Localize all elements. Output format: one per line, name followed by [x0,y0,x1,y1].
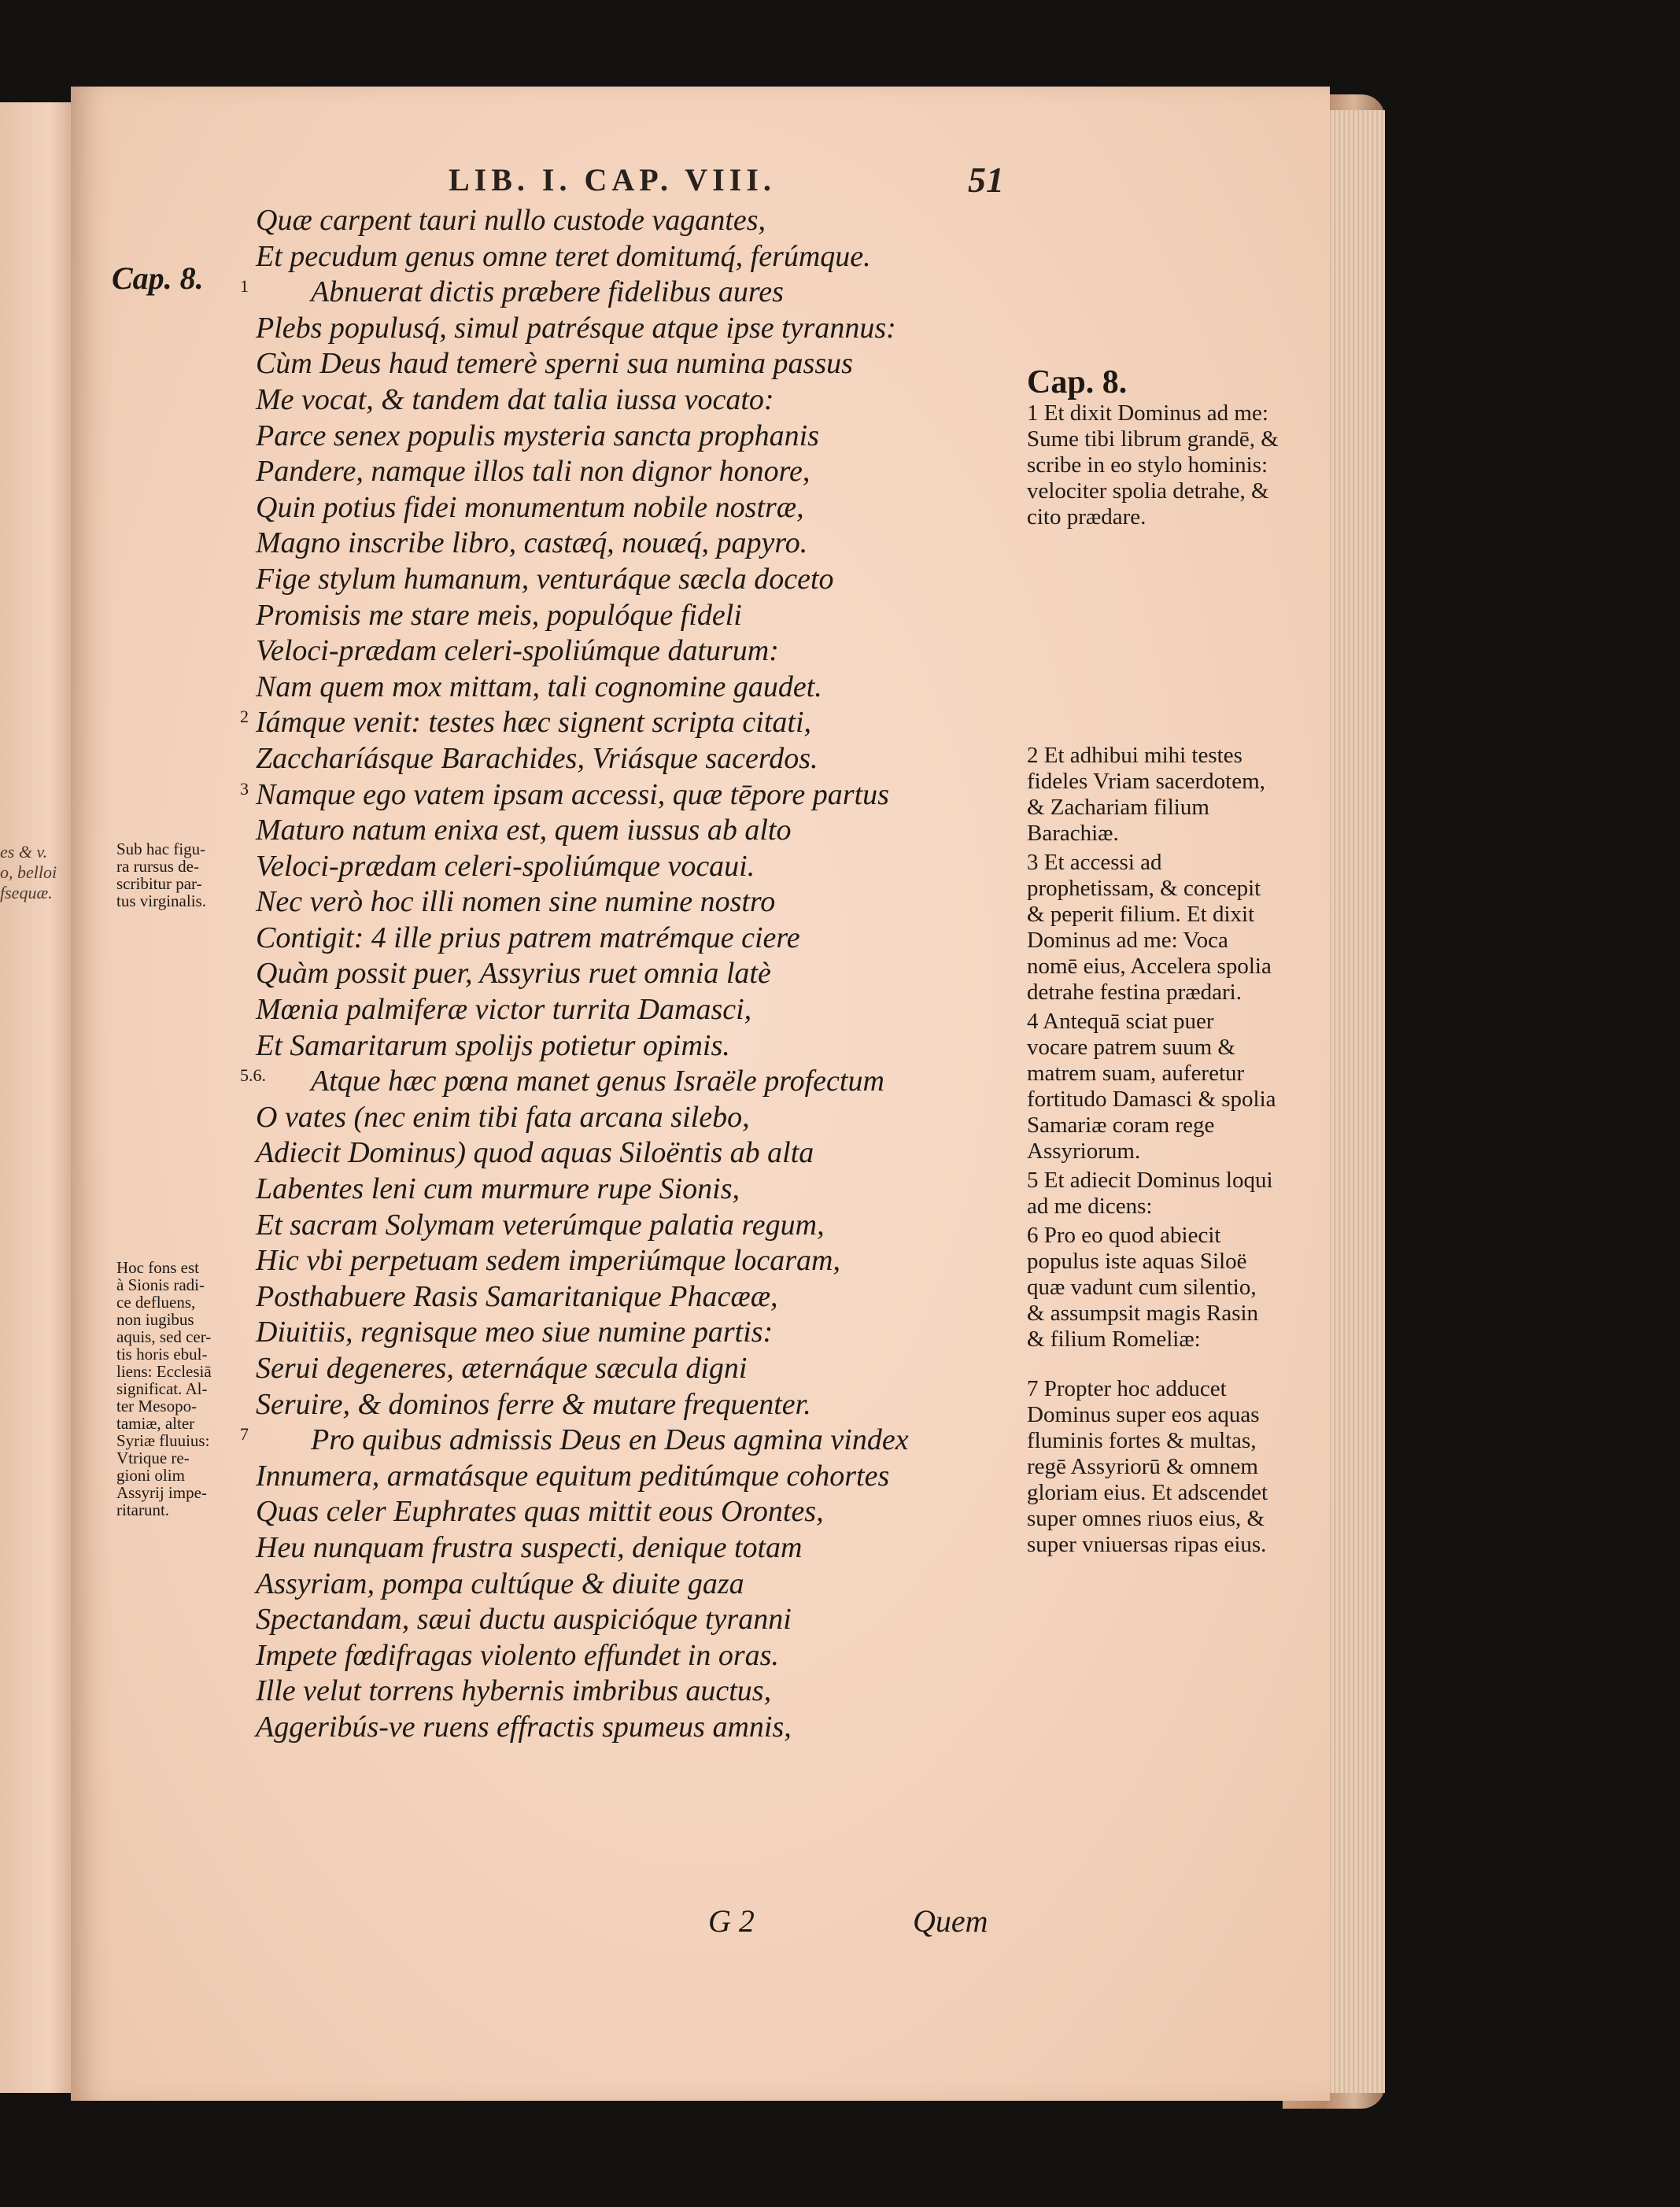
left-page-sliver [0,102,71,2093]
poem-line [240,705,1121,741]
poem-line [256,1351,1121,1387]
left-chapter-label: Cap. 8. [112,260,204,296]
margin-note-line: tamiæ, alter [116,1414,195,1433]
verse-number: 2 [240,707,249,727]
poem-line [256,1315,1121,1351]
poem-line [256,1135,1121,1172]
poem-line [256,921,1121,957]
poem-line [256,1530,1121,1567]
poem-line-text: Quin potius fidei monumentum nobile nostræ, [256,490,804,524]
poem-line-text: Spectandam, sæui ductu auspicióque tyranni [256,1603,792,1637]
poem-line-text: Me vocat, & tandem dat talia iussa vocato: [256,382,774,416]
poem-line [256,1459,1121,1495]
vulgate-verse: 2 Et adhibui mihi testes fideles Vriam sacerdotem, & Zachariam filium Barachiæ. [1027,743,1265,846]
poem-line-text: Iámque venit: testes hæc signent scripta citati, [256,706,812,740]
poem-line-text: Assyriam, pompa cultúque & diuite gaza [256,1567,744,1600]
catchword: Quem [913,1903,988,1939]
poem-line-text: Seruire, & dominos ferre & mutare frequenter. [256,1387,811,1421]
poem-line-text: Labentes leni cum murmure rupe Sionis, [256,1172,740,1206]
verse-number: 1 [240,276,249,297]
poem-line [256,562,1121,598]
left-page-fragment: es & v. [0,842,48,862]
margin-note-line: Vtrique re- [116,1449,190,1467]
margin-note-line: à Sionis radi- [116,1275,205,1294]
poem-line-text: Ille velut torrens hybernis imbribus auctus, [256,1674,772,1708]
vulgate-verse: 6 Pro eo quod abiecit populus iste aquas Siloë quæ vadunt cum silentio, & assumpsit magis Rasin & filium Romeliæ: [1027,1223,1259,1352]
poem-line [256,346,1121,382]
poem-line-text: Abnuerat dictis præbere fidelibus aures [311,275,784,309]
poem-line [256,239,1121,275]
margin-note-line: Hoc fons est [116,1258,199,1277]
margin-note-line: gioni olim [116,1466,185,1485]
poem-line-text: Namque ego vatem ipsam accessi, quæ tēpore partus [256,777,889,811]
poem-line-text: Contigit: 4 ille prius patrem matrémque ciere [256,921,800,954]
margin-note-line: Syriæ fluuius: [116,1431,210,1450]
vulgate-verse: 3 Et accessi ad prophetissam, & concepit & peperit filium. Et dixit Dominus ad me: Voca nomē eius, Accelera spolia detrahe festina prædari. [1027,850,1272,1005]
right-chapter-label: Cap. 8. [1027,364,1128,400]
poem-line [256,1387,1121,1423]
poem-line [256,1279,1121,1316]
poem-line-text: Nam quem mox mittam, tali cognomine gaudet. [256,670,822,703]
running-header: LIB. I. CAP. VIII. [449,162,776,197]
poem-line-text: Veloci-prædam celeri-spoliúmque daturum: [256,634,779,668]
poem-line-text: Heu nunquam frustra suspecti, denique totam [256,1530,803,1564]
poem-line [256,1674,1121,1710]
margin-note-virginal [116,840,234,910]
poem-line-text: Diuitiis, regnisque meo siue numine partis: [256,1316,774,1349]
poem-line [256,1710,1121,1746]
poem-line [256,526,1121,562]
left-page-fragment: o, belloi [0,862,57,882]
margin-note-fons [116,1259,234,1519]
poem-line [256,1208,1121,1244]
margin-note-line: liens: Ecclesiā [116,1362,212,1381]
poem-line-text: Quas celer Euphrates quas mittit eous Orontes, [256,1495,824,1529]
margin-note-line: scribitur par- [116,874,202,893]
poem-line-text: Zaccharíásque Barachides, Vriásque sacerdos. [256,741,818,775]
poem-line-text: Magno inscribe libro, castæq́, nouæq́, papyro. [256,526,808,560]
poem-line-text: Pandere, namque illos tali non dignor honore, [256,455,810,489]
poem-line-text: O vates (nec enim tibi fata arcana silebo, [256,1100,750,1134]
poem-line [256,670,1121,706]
page-number: 51 [968,160,1004,200]
poem-line-text: Quæ carpent tauri nullo custode vagantes, [256,204,766,237]
poem-line [240,777,1121,814]
poem-line [256,956,1121,992]
poem-line [256,1602,1121,1638]
margin-note-line: tus virginalis. [116,891,206,910]
poem-line-text: Et Samaritarum spolijs potietur opimis. [256,1028,730,1062]
vulgate-verse: 4 Antequā sciat puer vocare patrem suum & matrem suam, auferetur fortitudo Damasci & spolia Samariæ coram rege Assyriorum. [1027,1009,1276,1164]
vulgate-verse: 1 Et dixit Dominus ad me: Sume tibi librum grandē, & scribe in eo stylo hominis: velociter spolia detrahe, & cito prædare. [1027,400,1279,530]
poem-line-text: Parce senex populis mysteria sancta prophanis [256,419,819,452]
poem-line [256,1243,1121,1279]
verse-number: 5.6. [240,1065,266,1086]
poem-line-text: Innumera, armatásque equitum peditúmque cohortes [256,1459,890,1493]
vulgate-verse: 5 Et adiecit Dominus loqui ad me dicens: [1027,1168,1273,1219]
poem-line [256,1100,1121,1136]
margin-note-line: non iugibus [116,1310,194,1329]
poem-line-text: Promisis me stare meis, populóque fideli [256,598,742,632]
poem-line-text: Et pecudum genus omne teret domitumq́, ferúmque. [256,239,871,273]
poem-line-text: Plebs populusq́, simul patrésque atque ipse tyrannus: [256,311,896,345]
poem-line-text: Mœnia palmiferæ victor turrita Damasci, [256,993,752,1027]
poem-line [256,454,1121,490]
poem-line-text: Serui degeneres, æternáque sæcula digni [256,1352,748,1385]
margin-note-line: significat. Al- [116,1379,208,1398]
poem-line-text: Atque hæc pœna manet genus Israële profectum [311,1065,884,1098]
poem-line [240,1423,1121,1459]
poem-line [256,1028,1121,1065]
latin-poem [240,203,1121,1746]
margin-note-line: Assyrij impe- [116,1483,207,1502]
margin-note-line: ritarunt. [116,1500,170,1519]
poem-line [256,382,1121,419]
poem-line-text: Hic vbi perpetuam sedem imperiúmque locaram, [256,1244,840,1278]
poem-line-text: Cùm Deus haud temerè sperni sua numina passus [256,347,853,381]
poem-line [256,1172,1121,1208]
page-stack [1322,110,1385,2093]
poem-line-text: Posthabuere Rasis Samaritanique Phacææ, [256,1279,778,1313]
poem-line [256,203,1121,239]
poem-line [256,1567,1121,1603]
poem-line [256,849,1121,885]
poem-line-text: Et sacram Solymam veterúmque palatia regum, [256,1208,825,1242]
poem-line-text: Impete fœdifragas violento effundet in oras. [256,1638,779,1672]
book-page [71,87,1330,2101]
poem-line [256,813,1121,849]
margin-note-line: aquis, sed cer- [116,1327,212,1346]
poem-line-text: Nec verò hoc illi nomen sine numine nostro [256,885,776,919]
poem-line [256,490,1121,526]
poem-line-text: Adiecit Dominus) quod aquas Siloëntis ab alta [256,1136,814,1170]
margin-note-line: tis horis ebul- [116,1345,208,1364]
poem-line [240,1064,1121,1100]
poem-line [256,419,1121,455]
poem-line-text: Veloci-prædam celeri-spoliúmque vocaui. [256,849,755,883]
margin-note-line: ra rursus de- [116,857,199,876]
poem-line-text: Pro quibus admissis Deus en Deus agmina vindex [311,1423,909,1457]
margin-note-line: ter Mesopo- [116,1397,198,1415]
poem-line [256,884,1121,921]
margin-note-line: ce defluens, [116,1293,196,1312]
vulgate-verse: 7 Propter hoc adducet Dominus super eos aquas fluminis fortes & multas, regē Assyriorū & omnem gloriam eius. Et adscendet super omnes riuos eius, & super vniuersas ripas eius. [1027,1376,1268,1557]
poem-line [256,1494,1121,1530]
poem-line [240,275,1121,311]
verse-number: 7 [240,1424,249,1445]
signature-mark: G 2 [708,1903,755,1939]
poem-line-text: Aggeribús-ve ruens effractis spumeus amnis, [256,1710,792,1744]
poem-line-text: Quàm possit puer, Assyrius ruet omnia latè [256,957,771,991]
margin-note-line: Sub hac figu- [116,840,206,858]
poem-line-text: Fige stylum humanum, venturáque sæcla doceto [256,562,834,596]
verse-number: 3 [240,778,249,799]
poem-line [256,311,1121,347]
poem-line [256,992,1121,1028]
poem-line [256,741,1121,777]
left-page-fragment: fsequæ. [0,883,53,902]
poem-line [256,598,1121,634]
poem-line-text: Maturo natum enixa est, quem iussus ab alto [256,814,792,847]
poem-line [256,633,1121,670]
vulgate-column [1027,364,1279,1561]
poem-line [256,1638,1121,1674]
